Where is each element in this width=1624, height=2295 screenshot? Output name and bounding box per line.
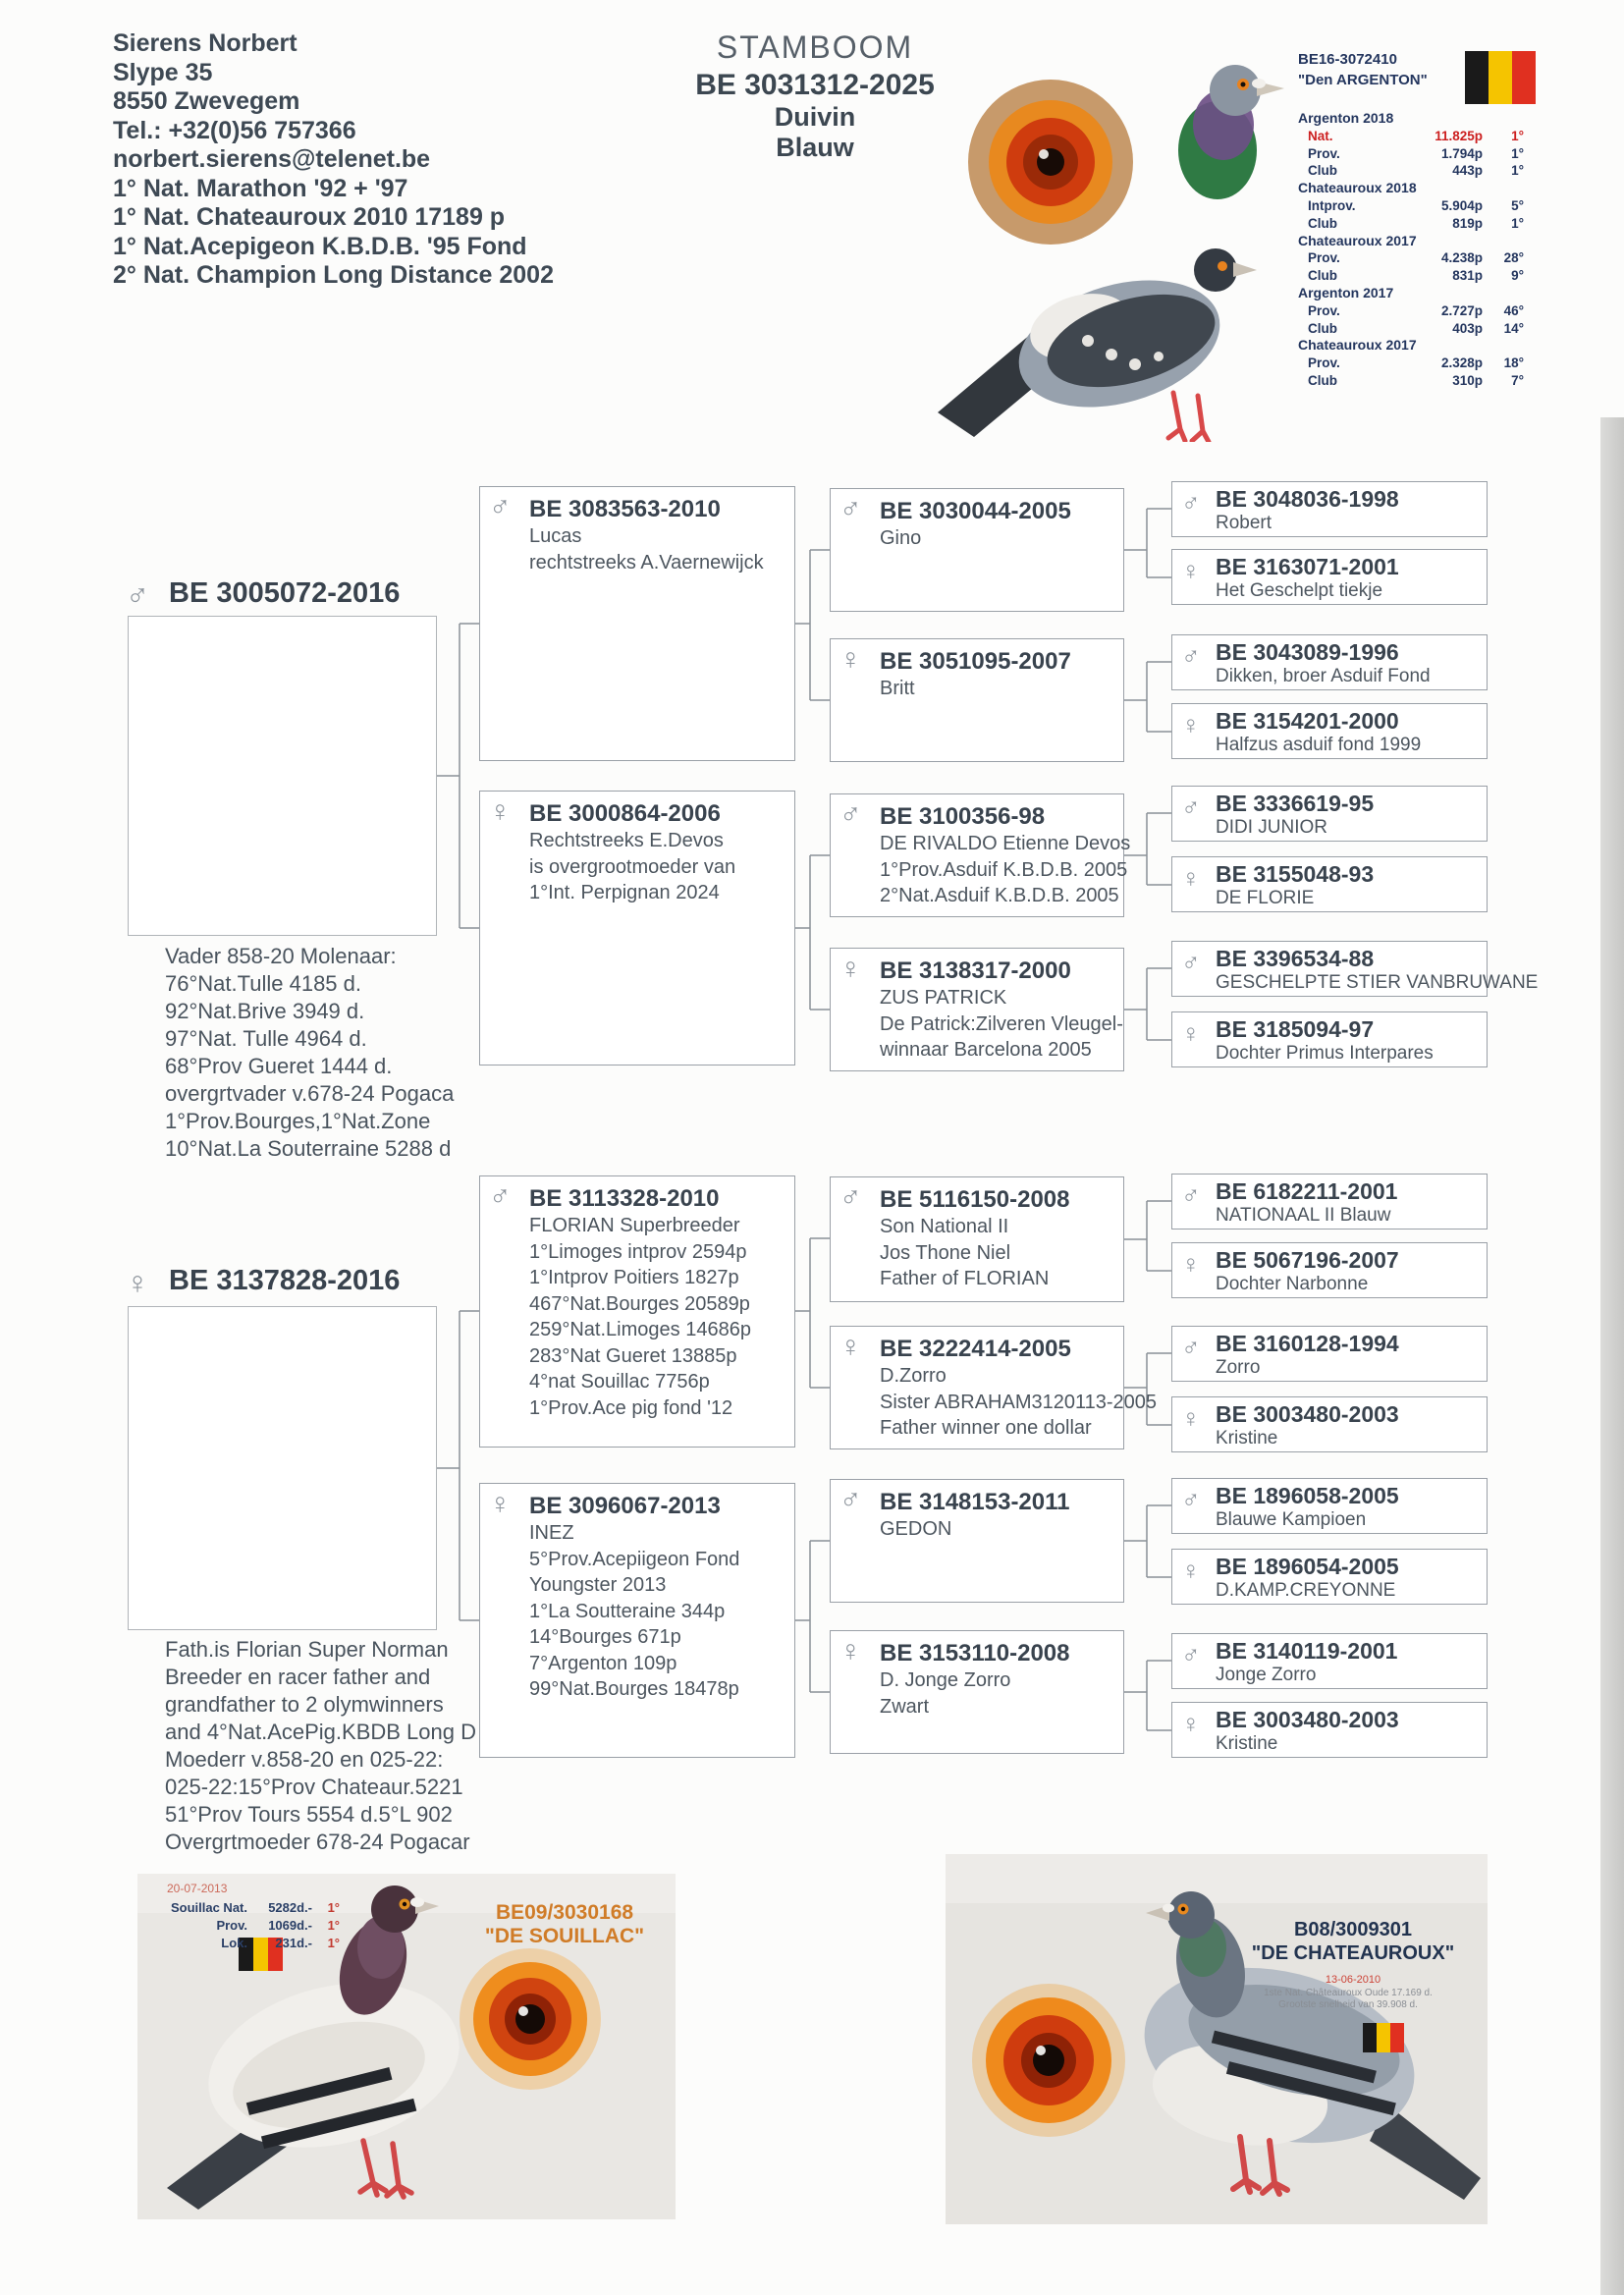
- pedigree-box-g2-3: ♂ BE 3113328-2010 FLORIAN Superbreeder 1°Limoges intprov 2594p 1°Intprov Poitiers 1827p 467°Nat.Bourges 20589p 259°Nat.Limoges 14686p 283°Nat Gueret 13885p 4°nat Souillac 7756p 1°Prov.Ace pig fond '12: [479, 1175, 795, 1448]
- female-symbol-icon: ♀: [489, 1488, 512, 1520]
- male-symbol-icon: ♂: [126, 577, 149, 613]
- photo-date: 20-07-2013: [167, 1882, 228, 1895]
- race-group: Chateauroux 2018: [1298, 180, 1417, 196]
- female-symbol-icon: ♀: [1181, 556, 1201, 585]
- result-row: Prov. 2.328p 18°: [1308, 355, 1524, 371]
- owner-street: Slype 35: [113, 58, 213, 86]
- pedigree-box-g4-8: ♀ BE 3185094-97 Dochter Primus Interpares: [1171, 1011, 1488, 1067]
- owner-achievement: 2° Nat. Champion Long Distance 2002: [113, 261, 554, 289]
- pedigree-box-g4-9: ♂ BE 6182211-2001 NATIONAAL II Blauw: [1171, 1174, 1488, 1229]
- pedigree-box-g3-1: ♂ BE 3030044-2005 Gino: [830, 488, 1124, 612]
- pedigree-box-g3-4: ♀ BE 3138317-2000 ZUS PATRICK De Patrick:Zilveren Vleugel- winnaar Barcelona 2005: [830, 948, 1124, 1071]
- father-photo-placeholder: [128, 616, 437, 936]
- pedigree-box-g4-12: ♀ BE 3003480-2003 Kristine: [1171, 1396, 1488, 1452]
- subject-color: Blauw: [776, 133, 854, 162]
- pedigree-box-g4-2: ♀ BE 3163071-2001 Het Geschelpt tiekje: [1171, 549, 1488, 605]
- owner-achievement: 1° Nat. Marathon '92 + '97: [113, 174, 408, 202]
- owner-email: norbert.sierens@telenet.be: [113, 145, 431, 173]
- result-row: Prov. 2.727p 46°: [1308, 302, 1524, 318]
- pedigree-box-g3-2: ♀ BE 3051095-2007 Britt: [830, 638, 1124, 762]
- owner-name: Sierens Norbert: [113, 29, 298, 57]
- pedigree-box-g3-6: ♀ BE 3222414-2005 D.Zorro Sister ABRAHAM3120113-2005 Father winner one dollar: [830, 1326, 1124, 1449]
- pigeon-eye-photo: [968, 80, 1133, 245]
- result-row: Intprov. 5.904p 5°: [1308, 197, 1524, 213]
- pedigree-box-g2-2: ♀ BE 3000864-2006 Rechtstreeks E.Devos is overgrootmoeder van 1°Int. Perpignan 2024: [479, 791, 795, 1066]
- result-row: Club 403p 14°: [1308, 320, 1524, 336]
- pedigree-box-g4-11: ♂ BE 3160128-1994 Zorro: [1171, 1326, 1488, 1382]
- race-group: Argenton 2017: [1298, 284, 1394, 301]
- race-group: Argenton 2018: [1298, 110, 1394, 126]
- belgium-flag-icon: [1465, 51, 1536, 104]
- scan-edge-artifact: [1600, 417, 1624, 2295]
- father-notes: Vader 858-20 Molenaar: 76°Nat.Tulle 4185 d. 92°Nat.Brive 3949 d. 97°Nat. Tulle 4964 d. 68°Prov Gueret 1444 d. overgrtvader v.678-24 Pogaca 1°Prov.Bourges,1°Nat.Zone 10°Nat.La Souterraine 5288 d: [165, 944, 455, 1161]
- female-symbol-icon: ♀: [126, 1265, 149, 1300]
- female-symbol-icon: ♀: [839, 953, 862, 985]
- document-title: STAMBOOM: [716, 29, 914, 65]
- pedigree-box-g4-16: ♀ BE 3003480-2003 Kristine: [1171, 1702, 1488, 1758]
- male-symbol-icon: ♂: [839, 1181, 862, 1214]
- male-symbol-icon: ♂: [1181, 641, 1201, 671]
- female-symbol-icon: ♀: [489, 795, 512, 828]
- male-symbol-icon: ♂: [839, 493, 862, 525]
- pedigree-box-g4-1: ♂ BE 3048036-1998 Robert: [1171, 481, 1488, 537]
- male-symbol-icon: ♂: [1181, 1333, 1201, 1362]
- male-symbol-icon: ♂: [839, 798, 862, 831]
- pedigree-box-g4-3: ♂ BE 3043089-1996 Dikken, broer Asduif Fond: [1171, 634, 1488, 690]
- female-symbol-icon: ♀: [1181, 710, 1201, 739]
- female-symbol-icon: ♀: [1181, 1709, 1201, 1738]
- female-symbol-icon: ♀: [1181, 1556, 1201, 1585]
- subject-ring: BE 3031312-2025: [695, 69, 935, 101]
- pedigree-box-g3-8: ♀ BE 3153110-2008 D. Jonge Zorro Zwart: [830, 1630, 1124, 1754]
- owner-block: [113, 29, 554, 291]
- mother-photo-placeholder: [128, 1306, 437, 1630]
- female-symbol-icon: ♀: [1181, 1403, 1201, 1433]
- result-row: Club 831p 9°: [1308, 268, 1524, 284]
- photo-de-souillac: [137, 1874, 676, 2219]
- pedigree-box-g4-14: ♀ BE 1896054-2005 D.KAMP.CREYONNE: [1171, 1549, 1488, 1605]
- photo-pigeon-name: "DE SOUILLAC": [484, 1925, 645, 1947]
- result-row: Club 443p 1°: [1308, 163, 1524, 179]
- race-group: Chateauroux 2017: [1298, 232, 1417, 248]
- male-symbol-icon: ♂: [1181, 488, 1201, 518]
- pedigree-box-g3-3: ♂ BE 3100356-98 DE RIVALDO Etienne Devos 1°Prov.Asduif K.B.D.B. 2005 2°Nat.Asduif K.B.D.B. 2005: [830, 793, 1124, 917]
- result-row: Prov. 4.238p 28°: [1308, 250, 1524, 266]
- pedigree-box-g4-10: ♀ BE 5067196-2007 Dochter Narbonne: [1171, 1242, 1488, 1298]
- female-symbol-icon: ♀: [1181, 1018, 1201, 1048]
- pedigree-box-g4-4: ♀ BE 3154201-2000 Halfzus asduif fond 1999: [1171, 703, 1488, 759]
- mother-notes: Fath.is Florian Super Norman Breeder en racer father and grandfather to 2 olymwinners and 4°Nat.AcePig.KBDB Long D Moederr v.858-20 en 025-22: 025-22:15°Prov Chateaur.5221 51°Prov Tours 5554 d.5°L 902 Overgrtmoeder 678-24 Pogacar: [165, 1637, 476, 1854]
- card-pigeon-name: "Den ARGENTON": [1298, 72, 1428, 88]
- photo-ring: BE09/3030168: [495, 1901, 634, 1924]
- pigeon-photo: [946, 1854, 1488, 2224]
- owner-phone: Tel.: +32(0)56 757366: [113, 116, 356, 144]
- photo-results: Souillac Nat. 5282d.- 1° Prov. 1069d.- 1° Lok. 231d.- 1°: [170, 1900, 340, 1950]
- pedigree-box-g2-1: ♂ BE 3083563-2010 Lucas rechtstreeks A.Vaernewijck: [479, 486, 795, 761]
- photo-caption-line2: Grootste snelheid van 39.908 d.: [1278, 1999, 1418, 2010]
- male-symbol-icon: ♂: [1181, 1640, 1201, 1669]
- ring-number: BE 3096067-2013: [529, 1493, 721, 1519]
- photo-de-chateauroux: [946, 1854, 1488, 2224]
- owner-city: 8550 Zwevegem: [113, 87, 300, 115]
- female-symbol-icon: ♀: [839, 643, 862, 676]
- female-symbol-icon: ♀: [839, 1331, 862, 1363]
- male-symbol-icon: ♂: [1181, 1180, 1201, 1210]
- results-table: [1298, 110, 1539, 390]
- photo-ring: B08/3009301: [1293, 1919, 1413, 1940]
- result-row: Club 310p 7°: [1308, 372, 1524, 388]
- male-symbol-icon: ♂: [489, 491, 512, 523]
- father-ring: BE 3005072-2016: [169, 577, 401, 609]
- pedigree-box-g2-4: ♀ BE 3096067-2013 INEZ 5°Prov.Acepiigeon Fond Youngster 2013 1°La Soutteraine 344p 14°Bourges 671p 7°Argenton 109p 99°Nat.Bourges 18478p: [479, 1483, 795, 1758]
- pigeon-head-photo: [1178, 65, 1284, 199]
- card-ring: BE16-3072410: [1298, 51, 1397, 68]
- owner-achievement: 1° Nat. Chateauroux 2010 17189 p: [113, 203, 506, 231]
- result-row: Nat. 11.825p 1°: [1308, 128, 1524, 143]
- race-group: Chateauroux 2017: [1298, 337, 1417, 354]
- result-row: Prov. 1.794p 1°: [1308, 145, 1524, 161]
- owner-achievement: 1° Nat.Acepigeon K.B.D.B. '95 Fond: [113, 232, 527, 260]
- photo-date: 13-06-2010: [1325, 1974, 1381, 1986]
- female-symbol-icon: ♀: [1181, 863, 1201, 893]
- pedigree-box-g4-13: ♂ BE 1896058-2005 Blauwe Kampioen: [1171, 1478, 1488, 1534]
- pedigree-box-g4-15: ♂ BE 3140119-2001 Jonge Zorro: [1171, 1633, 1488, 1689]
- header-pigeon-photos: [923, 44, 1306, 442]
- male-symbol-icon: ♂: [1181, 1485, 1201, 1514]
- male-symbol-icon: ♂: [489, 1180, 512, 1213]
- ring-number: BE 3083563-2010: [529, 496, 721, 522]
- pigeon-body-photo: [938, 248, 1257, 442]
- pedigree-box-g3-5: ♂ BE 5116150-2008 Son National II Jos Thone Niel Father of FLORIAN: [830, 1176, 1124, 1302]
- subject-sex: Duivin: [774, 102, 856, 132]
- male-symbol-icon: ♂: [1181, 948, 1201, 977]
- female-symbol-icon: ♀: [839, 1635, 862, 1667]
- pedigree-box-g4-5: ♂ BE 3336619-95 DIDI JUNIOR: [1171, 786, 1488, 842]
- result-row: Club 819p 1°: [1308, 215, 1524, 231]
- pedigree-box-g3-7: ♂ BE 3148153-2011 GEDON: [830, 1479, 1124, 1603]
- photo-caption-line1: 1ste Nat. Châteauroux Oude 17.169 d.: [1264, 1988, 1433, 1998]
- ring-number: BE 3000864-2006: [529, 800, 721, 827]
- pedigree-box-g4-7: ♂ BE 3396534-88 GESCHELPTE STIER VANBRUWANE: [1171, 941, 1488, 997]
- photo-pigeon-name: "DE CHATEAUROUX": [1251, 1942, 1455, 1964]
- pedigree-box-g4-6: ♀ BE 3155048-93 DE FLORIE: [1171, 856, 1488, 912]
- ring-number: BE 3113328-2010: [529, 1185, 720, 1212]
- mother-ring: BE 3137828-2016: [169, 1265, 401, 1296]
- male-symbol-icon: ♂: [1181, 792, 1201, 822]
- male-symbol-icon: ♂: [839, 1484, 862, 1516]
- female-symbol-icon: ♀: [1181, 1249, 1201, 1279]
